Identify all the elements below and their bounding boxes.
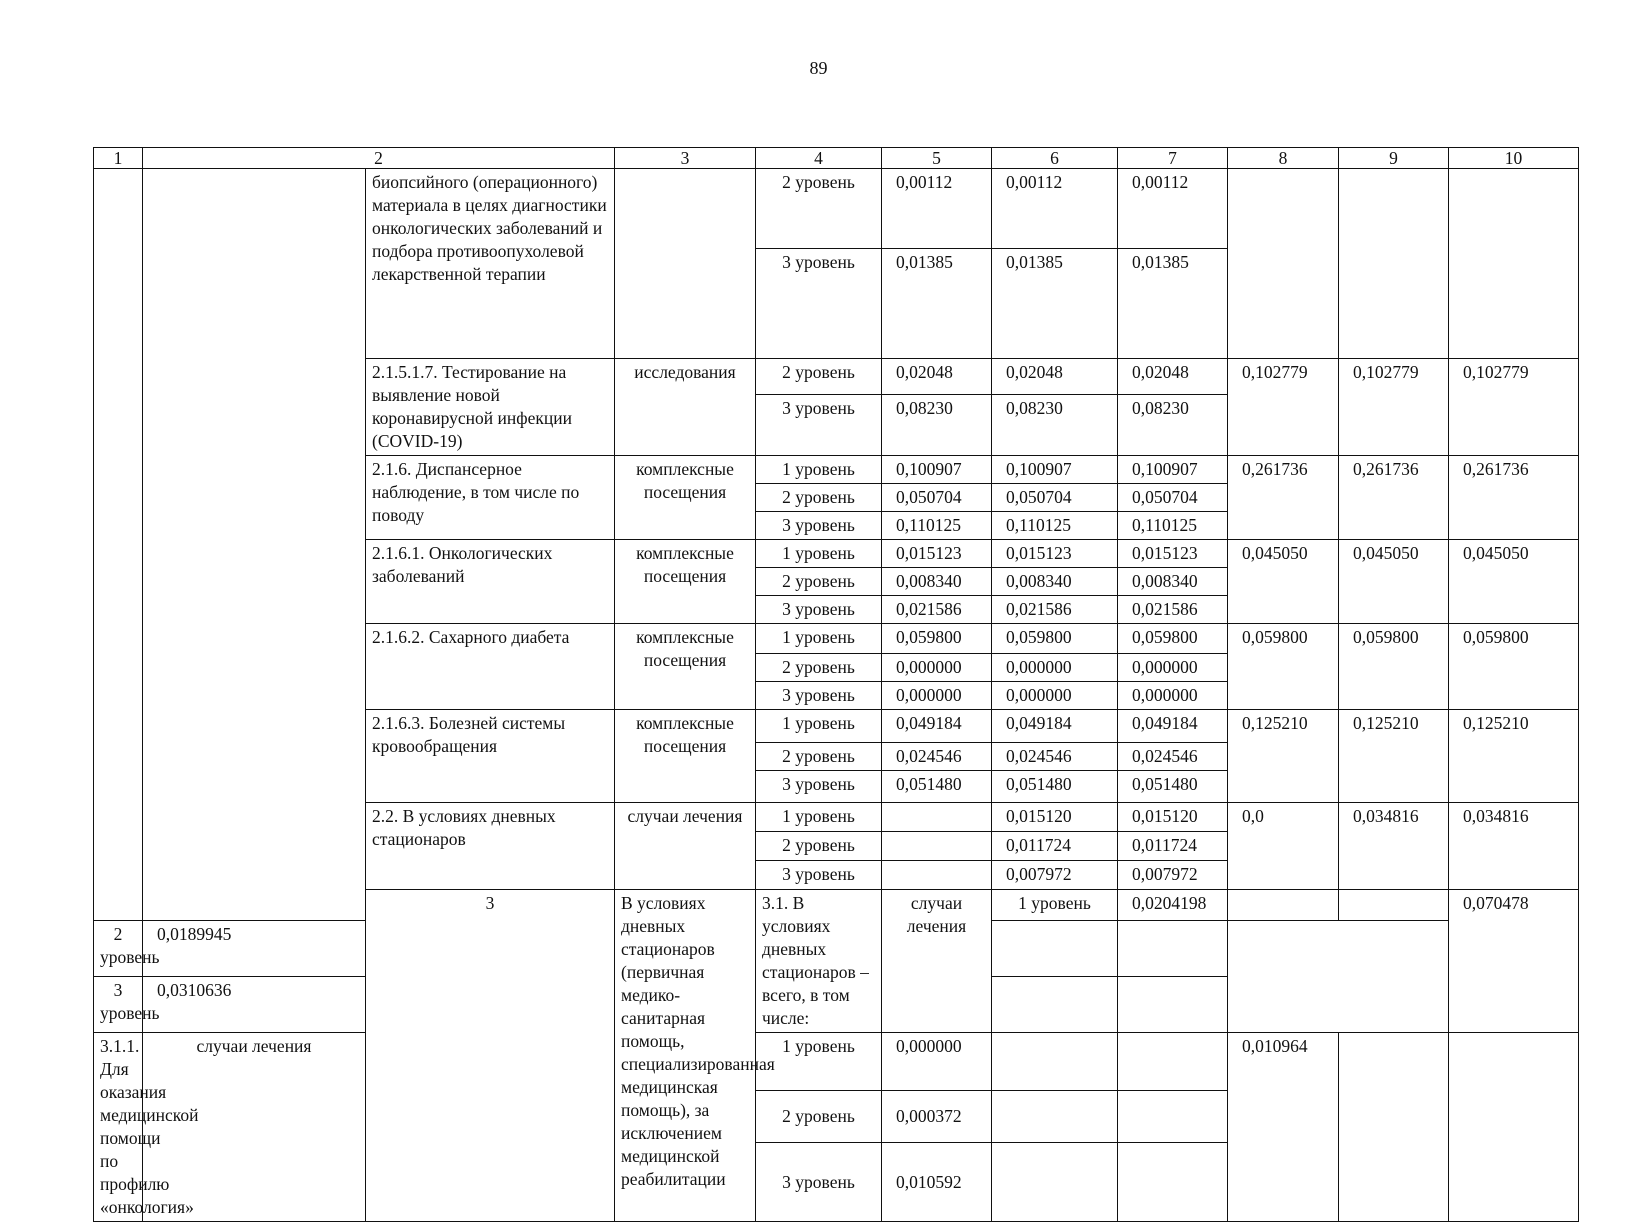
level-cell: 3 уровень	[756, 249, 882, 359]
level-cell: 3 уровень	[756, 861, 882, 890]
value-cell: 0,050704	[992, 484, 1118, 512]
level-cell: 1 уровень	[756, 803, 882, 832]
value-cell: 0,0	[1228, 803, 1339, 890]
value-cell	[1449, 169, 1579, 359]
value-cell: 0,059800	[882, 624, 992, 654]
value-cell: 0,015123	[1118, 540, 1228, 568]
value-cell	[1118, 976, 1228, 1032]
value-cell: 0,007972	[992, 861, 1118, 890]
indicator-name: 2.2. В условиях дневных стационаров	[366, 803, 615, 890]
column-header: 8	[1228, 148, 1339, 169]
row-number-cell	[94, 169, 143, 921]
value-cell: 0,051480	[1118, 771, 1228, 803]
value-cell: 0,024546	[1118, 743, 1228, 771]
row-number-cell: 3	[366, 890, 615, 1222]
value-cell: 0,015123	[882, 540, 992, 568]
value-cell: 0,110125	[992, 512, 1118, 540]
value-cell: 0,08230	[1118, 394, 1228, 455]
unit-cell: случаи лечения	[882, 890, 992, 1033]
value-cell: 0,110125	[1118, 512, 1228, 540]
column-header: 7	[1118, 148, 1228, 169]
column-header: 4	[756, 148, 882, 169]
indicator-name: 2.1.6.1. Онкологических заболеваний	[366, 540, 615, 624]
column-header: 3	[615, 148, 756, 169]
level-cell: 1 уровень	[756, 456, 882, 484]
level-cell: 3 уровень	[94, 976, 143, 1032]
value-cell: 0,261736	[1449, 456, 1579, 540]
level-cell: 3 уровень	[756, 596, 882, 624]
level-cell: 3 уровень	[756, 394, 882, 455]
value-cell: 0,00112	[882, 169, 992, 249]
value-cell: 0,125210	[1449, 710, 1579, 803]
column-header: 6	[992, 148, 1118, 169]
level-cell: 2 уровень	[756, 484, 882, 512]
value-cell: 0,045050	[1449, 540, 1579, 624]
column-header: 2	[143, 148, 615, 169]
unit-cell: комплексные посещения	[615, 624, 756, 710]
value-cell: 0,000372	[882, 1090, 992, 1143]
unit-cell: комплексные посещения	[615, 456, 756, 540]
value-cell: 0,059800	[1118, 624, 1228, 654]
value-cell: 0,01385	[992, 249, 1118, 359]
value-cell: 0,008340	[882, 568, 992, 596]
indicator-name: 3.1.1. Для оказания медицинской помощи по профилю «онкология»	[94, 1033, 143, 1222]
value-cell	[1339, 890, 1449, 921]
value-cell: 0,02048	[992, 359, 1118, 395]
value-cell: 0,102779	[1339, 359, 1449, 456]
level-cell: 1 уровень	[756, 624, 882, 654]
value-cell	[1228, 890, 1339, 921]
column-header: 9	[1339, 148, 1449, 169]
value-cell: 0,059800	[1339, 624, 1449, 710]
value-cell: 0,000000	[1118, 682, 1228, 710]
level-cell: 2 уровень	[756, 832, 882, 861]
value-cell: 0,059800	[1449, 624, 1579, 710]
value-cell: 0,0189945	[143, 920, 366, 976]
value-cell	[882, 861, 992, 890]
value-cell: 0,051480	[992, 771, 1118, 803]
value-cell: 0,102779	[1449, 359, 1579, 456]
level-cell: 1 уровень	[756, 540, 882, 568]
value-cell	[1339, 1033, 1449, 1222]
value-cell: 0,102779	[1228, 359, 1339, 456]
value-cell: 0,000000	[992, 654, 1118, 682]
value-cell: 0,024546	[882, 743, 992, 771]
value-cell	[992, 976, 1118, 1032]
value-cell	[992, 920, 1118, 976]
unit-cell: комплексные посещения	[615, 540, 756, 624]
section-title-cell: В условиях дневных стационаров (первичная медико-санитарная помощь, специализированная медицинская помощь), за исключением медицинской реабилитации	[615, 890, 756, 1222]
value-cell: 0,034816	[1449, 803, 1579, 890]
indicator-name: 2.1.5.1.7. Тестирование на выявление новой коронавирусной инфекции (COVID-19)	[366, 359, 615, 456]
value-cell: 0,049184	[882, 710, 992, 743]
value-cell: 0,070478	[1449, 890, 1579, 1033]
value-cell	[1118, 1090, 1228, 1143]
level-cell: 3 уровень	[756, 512, 882, 540]
level-cell: 3 уровень	[756, 1143, 882, 1222]
value-cell: 0,011724	[992, 832, 1118, 861]
value-cell	[1118, 1033, 1228, 1091]
indicator-name: биопсийного (операционного) материала в целях диагностики онкологических заболеваний и подбора противоопухолевой лекарственной терапии	[366, 169, 615, 359]
value-cell: 0,010592	[882, 1143, 992, 1222]
value-cell: 0,015120	[1118, 803, 1228, 832]
value-cell: 0,021586	[992, 596, 1118, 624]
value-cell: 0,034816	[1339, 803, 1449, 890]
level-cell: 2 уровень	[756, 359, 882, 395]
table-row	[94, 1033, 1579, 1091]
unit-cell: исследования	[615, 359, 756, 456]
value-cell: 0,02048	[1118, 359, 1228, 395]
value-cell: 0,100907	[992, 456, 1118, 484]
value-cell: 0,02048	[882, 359, 992, 395]
table-row	[94, 169, 1579, 249]
value-cell: 0,059800	[1228, 624, 1339, 710]
value-cell: 0,021586	[882, 596, 992, 624]
value-cell: 0,059800	[992, 624, 1118, 654]
value-cell: 0,100907	[882, 456, 992, 484]
value-cell: 0,045050	[1339, 540, 1449, 624]
value-cell: 0,125210	[1339, 710, 1449, 803]
value-cell: 0,261736	[1228, 456, 1339, 540]
value-cell	[1118, 1143, 1228, 1222]
unit-cell: случаи лечения	[615, 803, 756, 890]
section-title-cell	[143, 169, 366, 921]
unit-cell	[615, 169, 756, 359]
value-cell: 0,00112	[1118, 169, 1228, 249]
unit-cell: случаи лечения	[143, 1033, 366, 1222]
value-cell: 0,008340	[1118, 568, 1228, 596]
level-cell: 2 уровень	[756, 169, 882, 249]
level-cell: 2 уровень	[756, 1090, 882, 1143]
value-cell: 0,010964	[1228, 1033, 1339, 1222]
level-cell: 1 уровень	[992, 890, 1118, 921]
value-cell	[992, 1033, 1118, 1091]
value-cell: 0,01385	[1118, 249, 1228, 359]
value-cell: 0,049184	[992, 710, 1118, 743]
value-cell: 0,050704	[882, 484, 992, 512]
value-cell: 0,007972	[1118, 861, 1228, 890]
column-header-row	[94, 148, 1579, 169]
indicator-name: 2.1.6. Диспансерное наблюдение, в том числе по поводу	[366, 456, 615, 540]
value-cell	[1449, 1033, 1579, 1222]
value-cell	[1228, 169, 1339, 359]
value-cell: 0,00112	[992, 169, 1118, 249]
value-cell: 0,0204198	[1118, 890, 1228, 921]
value-cell	[1339, 169, 1449, 359]
value-cell: 0,01385	[882, 249, 992, 359]
value-cell: 0,051480	[882, 771, 992, 803]
value-cell: 0,000000	[882, 654, 992, 682]
column-header: 1	[94, 148, 143, 169]
value-cell: 0,100907	[1118, 456, 1228, 484]
value-cell: 0,125210	[1228, 710, 1339, 803]
value-cell: 0,021586	[1118, 596, 1228, 624]
level-cell: 1 уровень	[756, 710, 882, 743]
indicator-name: 3.1. В условиях дневных стационаров – всего, в том числе:	[756, 890, 882, 1033]
level-cell: 3 уровень	[756, 771, 882, 803]
level-cell: 2 уровень	[756, 568, 882, 596]
page-number: 89	[809, 58, 828, 78]
value-cell: 0,000000	[882, 1033, 992, 1091]
indicator-table	[93, 147, 1579, 1222]
value-cell: 0,045050	[1228, 540, 1339, 624]
value-cell: 0,000000	[1118, 654, 1228, 682]
level-cell: 2 уровень	[94, 920, 143, 976]
value-cell: 0,08230	[992, 394, 1118, 455]
indicator-name: 2.1.6.2. Сахарного диабета	[366, 624, 615, 710]
value-cell: 0,000000	[992, 682, 1118, 710]
value-cell: 0,049184	[1118, 710, 1228, 743]
column-header: 5	[882, 148, 992, 169]
value-cell: 0,261736	[1339, 456, 1449, 540]
value-cell: 0,011724	[1118, 832, 1228, 861]
level-cell: 2 уровень	[756, 654, 882, 682]
column-header: 10	[1449, 148, 1579, 169]
value-cell	[992, 1143, 1118, 1222]
indicator-name: 2.1.6.3. Болезней системы кровообращения	[366, 710, 615, 803]
value-cell	[1118, 920, 1228, 976]
value-cell: 0,0310636	[143, 976, 366, 1032]
unit-cell: комплексные посещения	[615, 710, 756, 803]
value-cell	[992, 1090, 1118, 1143]
value-cell: 0,000000	[882, 682, 992, 710]
value-cell: 0,015120	[992, 803, 1118, 832]
value-cell: 0,008340	[992, 568, 1118, 596]
value-cell: 0,050704	[1118, 484, 1228, 512]
level-cell: 2 уровень	[756, 743, 882, 771]
value-cell: 0,08230	[882, 394, 992, 455]
value-cell: 0,024546	[992, 743, 1118, 771]
value-cell: 0,015123	[992, 540, 1118, 568]
value-cell	[882, 803, 992, 832]
value-cell: 0,110125	[882, 512, 992, 540]
level-cell: 3 уровень	[756, 682, 882, 710]
level-cell: 1 уровень	[756, 1033, 882, 1091]
value-cell	[882, 832, 992, 861]
